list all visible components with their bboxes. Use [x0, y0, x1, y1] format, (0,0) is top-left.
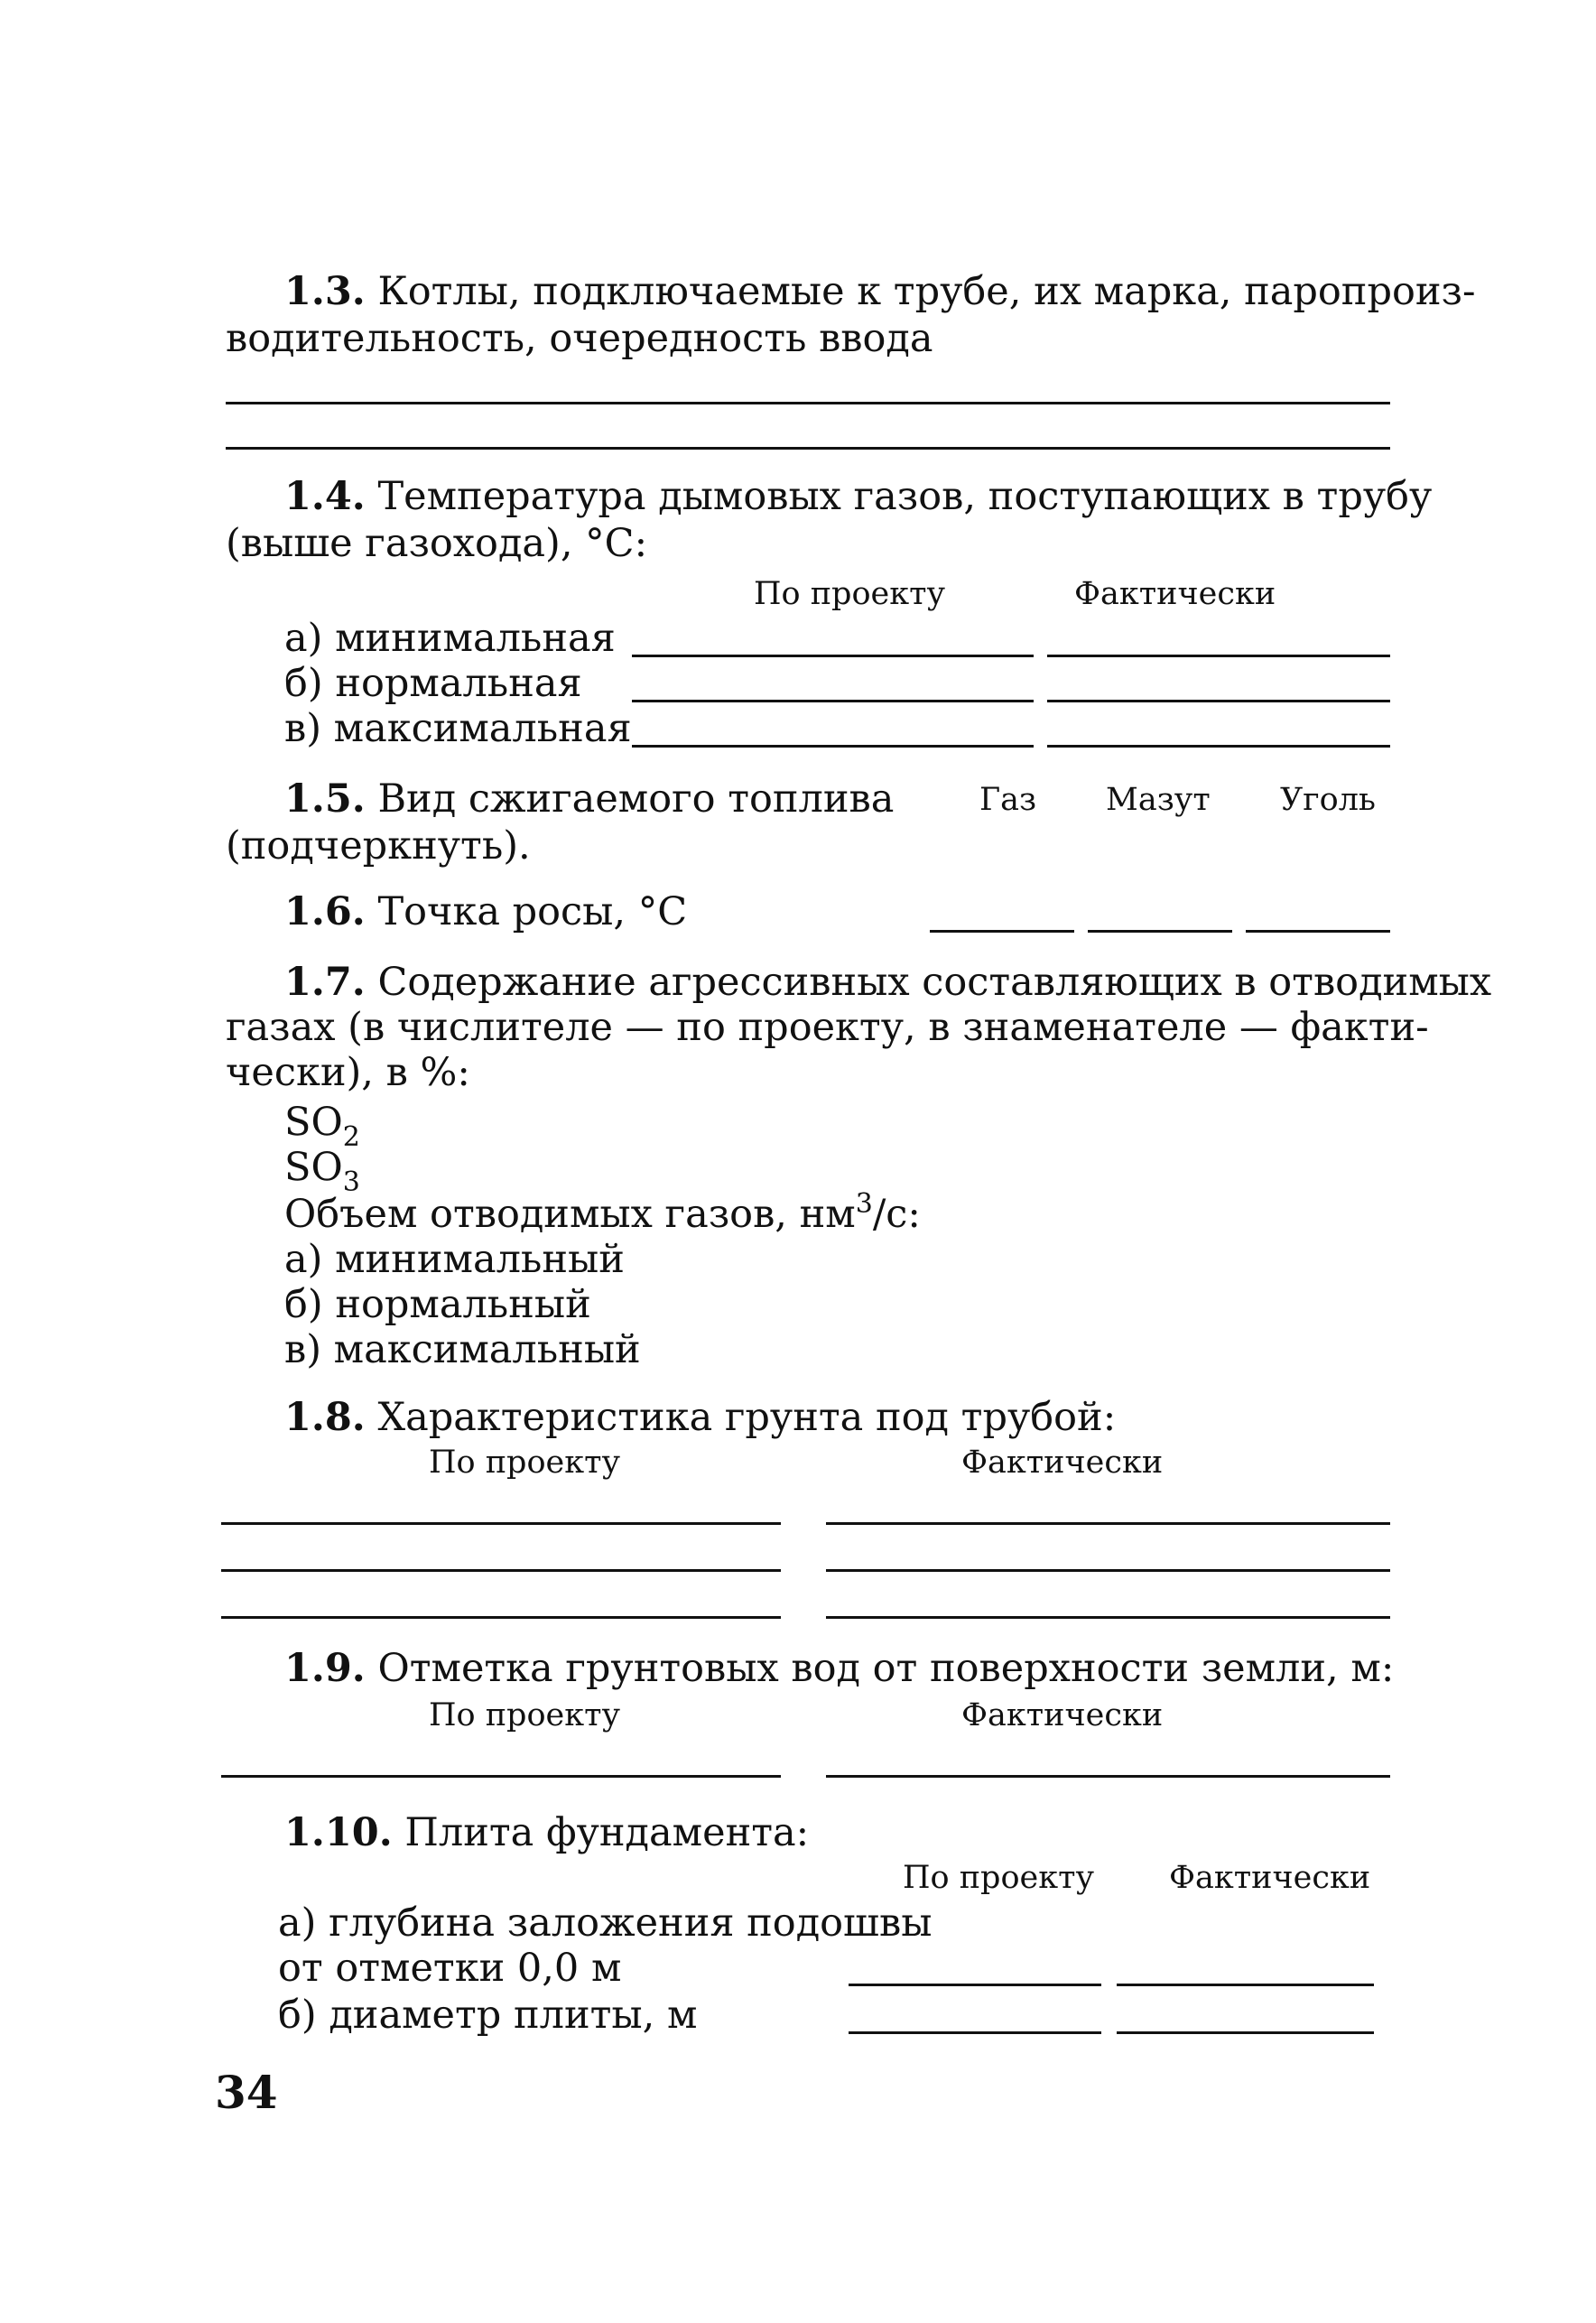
section-number: 1.10.: [284, 1810, 393, 1855]
fill-line[interactable]: [221, 1616, 781, 1619]
section-1-7-heading: [284, 960, 1491, 1005]
section-number: 1.5.: [284, 776, 366, 822]
column-header-project: По проекту: [429, 1445, 621, 1481]
section-text: Плита фундамента:: [404, 1810, 810, 1855]
fill-line[interactable]: [1246, 930, 1390, 933]
section-1-8-heading: [284, 1395, 1116, 1440]
section-1-3-text-cont: водительность, очередность ввода: [226, 316, 933, 361]
fuel-option-gas[interactable]: Газ: [979, 782, 1037, 818]
fill-line[interactable]: [632, 745, 1034, 748]
fill-line[interactable]: [1088, 930, 1232, 933]
column-header-actual: Фактически: [961, 1445, 1164, 1481]
fill-line[interactable]: [632, 700, 1034, 702]
section-text: Отметка грунтовых вод от поверхности земли, м:: [377, 1646, 1395, 1691]
section-1-10-heading: [284, 1810, 809, 1855]
temp-row-max: в) максимальная: [284, 706, 632, 751]
fill-line[interactable]: [226, 447, 1390, 450]
fill-line[interactable]: [226, 402, 1390, 404]
section-number: 1.7.: [284, 960, 366, 1005]
section-number: 1.4.: [284, 474, 366, 519]
fill-line[interactable]: [849, 2031, 1101, 2034]
section-text: Температура дымовых газов, поступающих в трубу: [377, 474, 1433, 519]
section-number: 1.8.: [284, 1395, 366, 1440]
section-1-4-text-cont: (выше газохода), °С:: [226, 521, 648, 566]
fuel-option-coal[interactable]: Уголь: [1280, 782, 1376, 818]
column-header-actual: Фактически: [1074, 576, 1276, 612]
section-text: Котлы, подключаемые к трубе, их марка, паропроиз-: [377, 269, 1476, 314]
section-1-9-heading: [284, 1646, 1394, 1691]
section-1-7-text-cont2: чески), в %:: [226, 1050, 470, 1095]
foundation-row-diameter: б) диаметр плиты, м: [278, 1993, 698, 2038]
fill-line[interactable]: [1117, 2031, 1374, 2034]
foundation-row-depth: а) глубина заложения подошвы: [278, 1900, 933, 1946]
fill-line[interactable]: [849, 1984, 1101, 1986]
volume-row-max: в) максимальный: [284, 1327, 641, 1372]
section-1-7-text-cont: газах (в числителе — по проекту, в знаменателе — факти-: [226, 1005, 1429, 1050]
fill-line[interactable]: [930, 930, 1074, 933]
section-1-5-text-cont: (подчеркнуть).: [226, 823, 531, 869]
section-1-6-heading: [284, 889, 687, 934]
volume-row-min: а) минимальный: [284, 1237, 625, 1282]
so3-label: $SO_3$: [284, 1145, 360, 1198]
column-header-project: По проекту: [754, 576, 946, 612]
volume-row-normal: б) нормальный: [284, 1282, 591, 1327]
section-number: 1.9.: [284, 1646, 366, 1691]
fill-line[interactable]: [826, 1522, 1390, 1525]
fill-line[interactable]: [221, 1522, 781, 1525]
fill-line[interactable]: [1047, 700, 1390, 702]
fill-line[interactable]: [1047, 655, 1390, 657]
column-header-project: По проекту: [903, 1860, 1095, 1896]
section-text: Вид сжигаемого топлива: [377, 776, 895, 822]
fill-line[interactable]: [632, 655, 1034, 657]
gas-volume-label: Объем отводимых газов, $нм^3/с$:: [284, 1188, 921, 1237]
foundation-row-depth-cont: от отметки 0,0 м: [278, 1946, 622, 1991]
temp-row-normal: б) нормальная: [284, 661, 582, 706]
section-number: 1.3.: [284, 269, 366, 314]
page-number: 34: [215, 2066, 278, 2119]
column-header-project: По проекту: [429, 1697, 621, 1733]
fuel-option-oil[interactable]: Мазут: [1106, 782, 1211, 818]
section-number: 1.6.: [284, 889, 366, 934]
fill-line[interactable]: [826, 1569, 1390, 1572]
fill-line[interactable]: [221, 1775, 781, 1778]
column-header-actual: Фактически: [961, 1697, 1164, 1733]
section-text: Содержание агрессивных составляющих в отводимых: [377, 960, 1492, 1005]
section-1-4-heading: [284, 474, 1432, 519]
section-1-5-heading: [284, 776, 894, 822]
section-1-3-heading: [284, 269, 1476, 314]
fill-line[interactable]: [826, 1775, 1390, 1778]
section-text: Характеристика грунта под трубой:: [377, 1395, 1117, 1440]
fill-line[interactable]: [1117, 1984, 1374, 1986]
fill-line[interactable]: [1047, 745, 1390, 748]
so2-label: $SO_2$: [284, 1100, 360, 1153]
temp-row-min: а) минимальная: [284, 616, 616, 661]
section-text: Точка росы, °С: [377, 889, 688, 934]
fill-line[interactable]: [826, 1616, 1390, 1619]
fill-line[interactable]: [221, 1569, 781, 1572]
column-header-actual: Фактически: [1169, 1860, 1371, 1896]
